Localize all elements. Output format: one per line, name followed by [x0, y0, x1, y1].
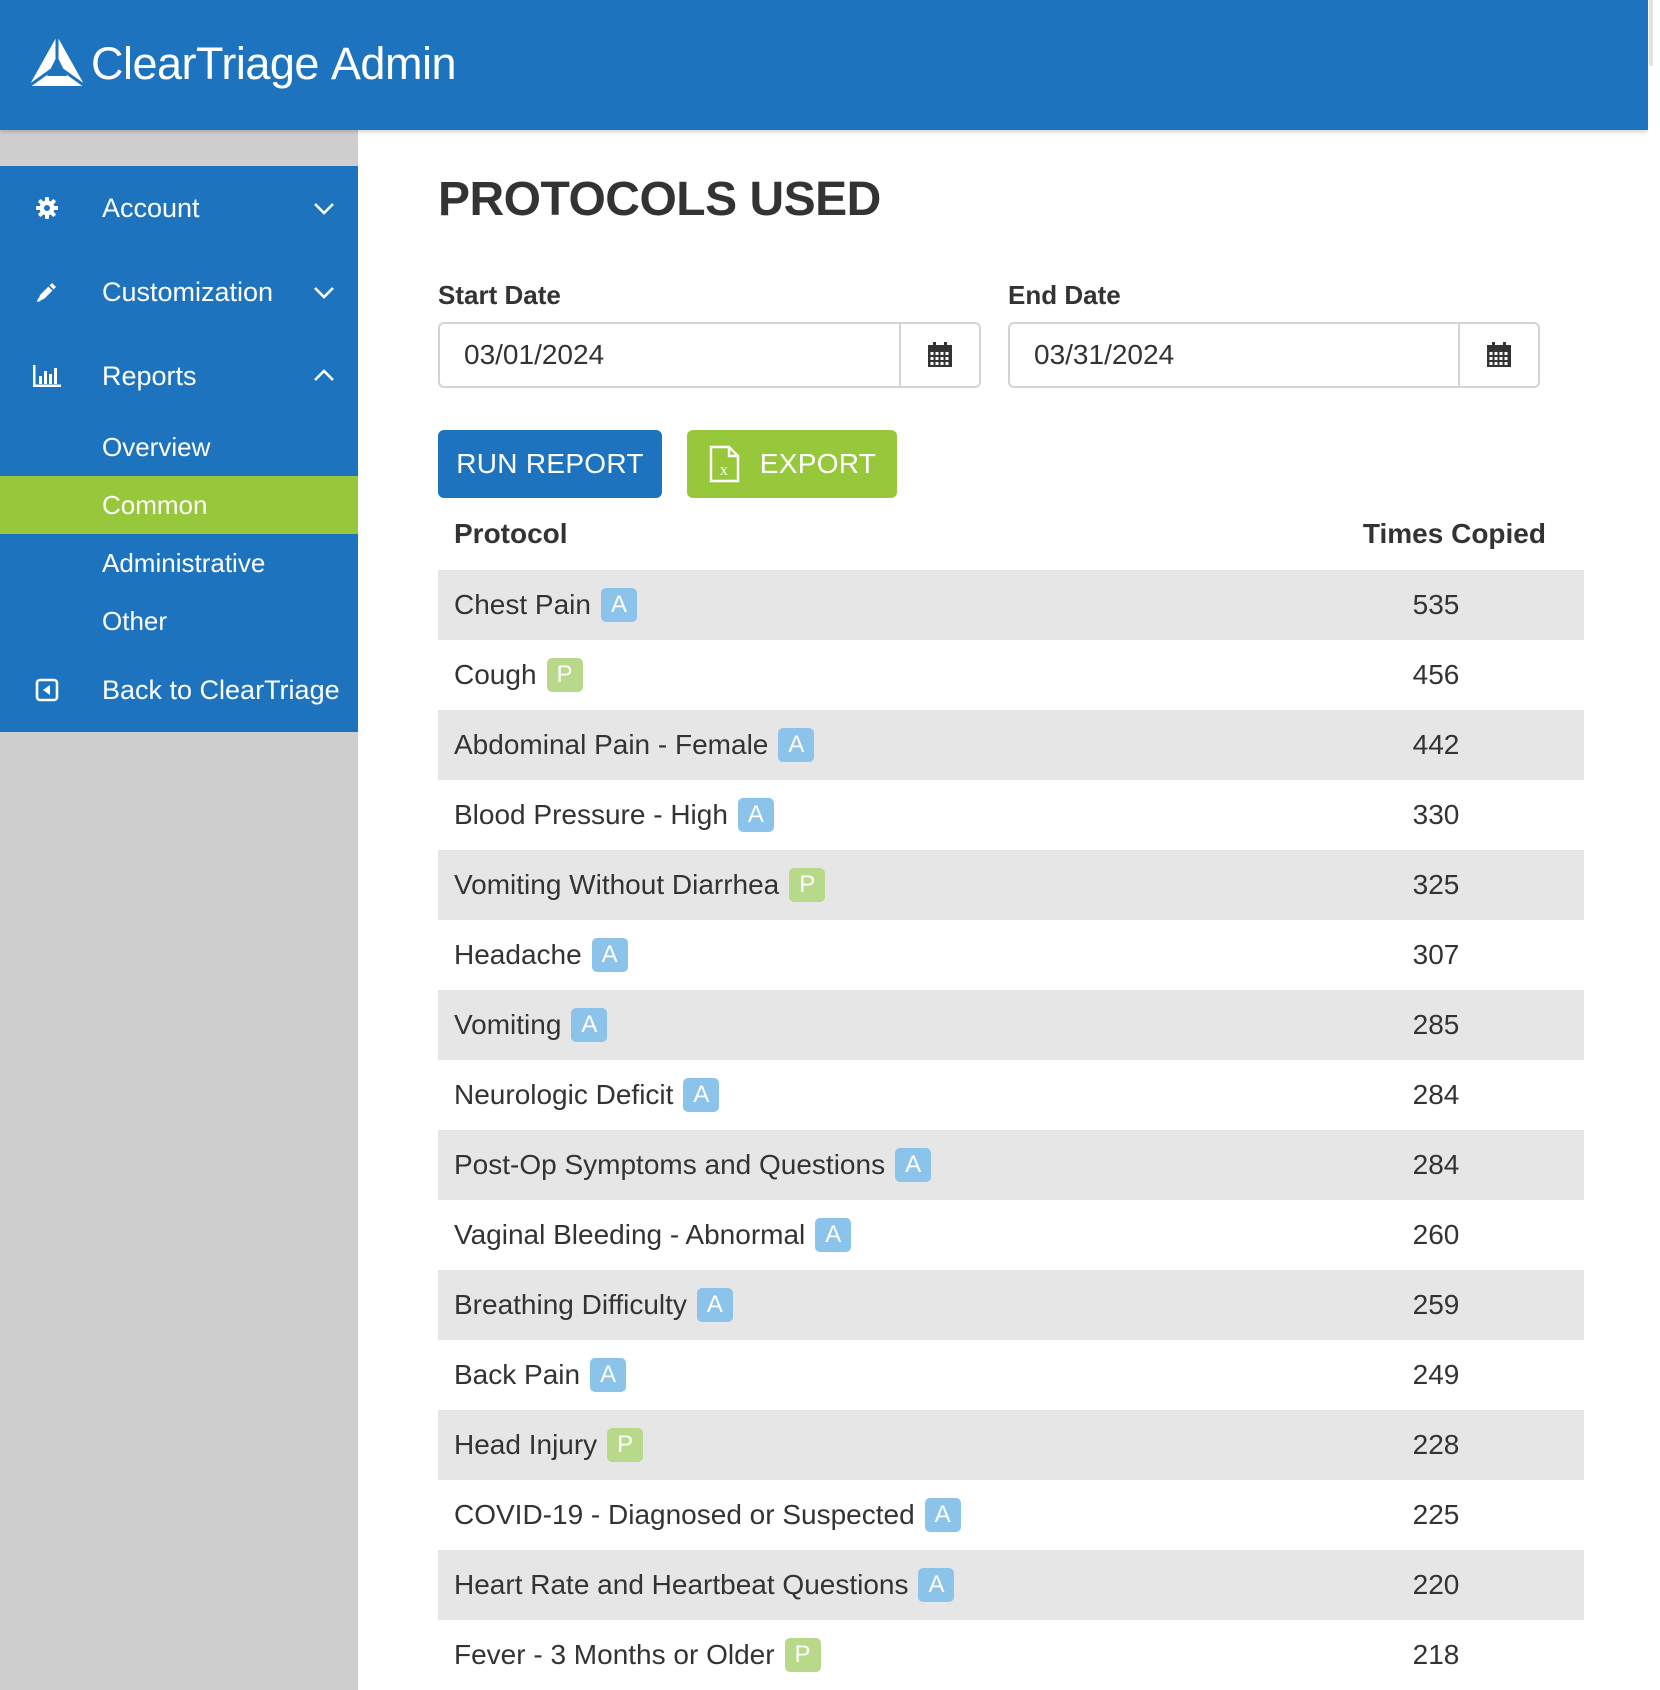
calendar-icon — [1485, 341, 1513, 369]
times-copied: 225 — [1412, 1499, 1460, 1530]
table-row[interactable] — [438, 1060, 1584, 1130]
app-title — [91, 38, 456, 90]
times-copied: 260 — [1412, 1219, 1460, 1250]
export-button-label: EXPORT — [759, 448, 877, 479]
protocol-badge: A — [738, 798, 774, 832]
column-header-times-copied[interactable]: Times Copied — [1362, 518, 1546, 549]
sidebar-item-account[interactable] — [0, 166, 358, 250]
column-header-protocol[interactable]: Protocol — [454, 518, 568, 549]
protocol-name[interactable]: Neurologic Deficit — [454, 1079, 674, 1110]
protocol-name[interactable]: Blood Pressure - High — [454, 799, 728, 830]
protocol-badge: A — [592, 938, 628, 972]
protocol-badge: A — [683, 1078, 719, 1112]
start-date-calendar-button[interactable] — [899, 324, 979, 386]
bar-chart-icon — [32, 361, 62, 391]
sidebar-item-common[interactable]: Common — [0, 476, 358, 534]
sidebar — [0, 166, 358, 732]
table-row[interactable] — [438, 920, 1584, 990]
end-date-label: End Date — [1008, 280, 1121, 310]
table-row[interactable] — [438, 780, 1584, 850]
sidebar-item-other[interactable]: Other — [102, 605, 168, 636]
table-row[interactable] — [438, 1200, 1584, 1270]
protocol-name[interactable]: Head Injury — [454, 1429, 598, 1460]
back-arrow-icon — [32, 675, 62, 705]
table-header — [438, 502, 1584, 570]
protocol-name[interactable]: Vomiting — [454, 1009, 562, 1040]
app-title-brand: ClearTriage — [91, 38, 319, 89]
times-copied: 259 — [1412, 1289, 1460, 1320]
protocol-name[interactable]: Vomiting Without Diarrhea — [454, 869, 780, 900]
protocol-name[interactable]: Back Pain — [454, 1359, 581, 1390]
table-row[interactable] — [438, 1550, 1584, 1620]
protocol-name[interactable]: Heart Rate and Heartbeat Questions — [454, 1569, 909, 1600]
gear-icon — [32, 193, 62, 223]
protocols-table — [438, 570, 1584, 1690]
protocol-badge: P — [547, 658, 583, 692]
protocol-badge: A — [895, 1148, 931, 1182]
window-edge — [1648, 0, 1660, 1690]
protocol-badge: P — [785, 1638, 821, 1672]
cleartriage-logo-icon — [27, 34, 87, 90]
protocol-badge: A — [590, 1358, 626, 1392]
sidebar-item-reports-label: Reports — [102, 360, 197, 391]
protocol-name[interactable]: Breathing Difficulty — [454, 1289, 687, 1320]
times-copied: 325 — [1412, 869, 1460, 900]
sidebar-item-customization-label: Customization — [102, 276, 274, 307]
reports-submenu — [0, 418, 358, 654]
times-copied: 284 — [1412, 1149, 1460, 1180]
protocol-badge: A — [571, 1008, 607, 1042]
times-copied: 307 — [1412, 939, 1460, 970]
table-row[interactable] — [438, 1410, 1584, 1480]
protocol-badge: A — [601, 588, 637, 622]
start-date-input[interactable] — [440, 324, 899, 386]
table-row[interactable] — [438, 1130, 1584, 1200]
times-copied: 442 — [1412, 729, 1460, 760]
pencil-icon — [32, 277, 62, 307]
times-copied: 218 — [1412, 1639, 1460, 1670]
protocol-name[interactable]: Chest Pain — [454, 589, 591, 620]
end-date-calendar-button[interactable] — [1458, 324, 1538, 386]
times-copied: 228 — [1412, 1429, 1460, 1460]
protocol-badge: A — [918, 1568, 954, 1602]
protocol-badge: A — [815, 1218, 851, 1252]
protocol-badge: A — [778, 728, 814, 762]
protocol-badge: P — [607, 1428, 643, 1462]
protocol-name[interactable]: Vaginal Bleeding - Abnormal — [454, 1219, 806, 1250]
export-button[interactable] — [687, 430, 897, 498]
sidebar-item-account-label: Account — [102, 192, 200, 223]
table-row[interactable] — [438, 1340, 1584, 1410]
table-row[interactable] — [438, 1480, 1584, 1550]
times-copied: 535 — [1412, 589, 1460, 620]
sidebar-item-back-label: Back to ClearTriage — [102, 674, 340, 705]
sidebar-item-reports[interactable] — [0, 334, 358, 418]
times-copied: 285 — [1412, 1009, 1460, 1040]
times-copied: 330 — [1412, 799, 1460, 830]
table-row[interactable] — [438, 850, 1584, 920]
times-copied: 284 — [1412, 1079, 1460, 1110]
protocol-badge: A — [697, 1288, 733, 1322]
chevron-down-icon — [312, 196, 336, 220]
end-date-input[interactable] — [1010, 324, 1458, 386]
protocol-name[interactable]: Abdominal Pain - Female — [454, 729, 769, 760]
table-row[interactable] — [438, 1270, 1584, 1340]
protocol-name[interactable]: COVID-19 - Diagnosed or Suspected — [454, 1499, 915, 1530]
table-row[interactable] — [438, 570, 1584, 640]
table-row[interactable] — [438, 710, 1584, 780]
sidebar-item-customization[interactable] — [0, 250, 358, 334]
chevron-up-icon — [312, 364, 336, 388]
protocol-name[interactable]: Post-Op Symptoms and Questions — [454, 1149, 886, 1180]
protocol-name[interactable]: Cough — [454, 659, 537, 690]
protocol-name[interactable]: Headache — [454, 939, 582, 970]
svg-text:x: x — [719, 462, 728, 479]
start-date-group — [438, 322, 981, 388]
sidebar-item-back[interactable] — [0, 654, 358, 726]
excel-file-icon — [708, 445, 740, 483]
protocol-badge: A — [925, 1498, 961, 1532]
end-date-group — [1008, 322, 1540, 388]
table-row[interactable] — [438, 990, 1584, 1060]
times-copied: 456 — [1412, 659, 1460, 690]
sidebar-item-administrative[interactable]: Administrative — [102, 547, 266, 578]
times-copied: 249 — [1412, 1359, 1460, 1390]
table-row[interactable] — [438, 1620, 1584, 1690]
page-title: PROTOCOLS USED — [438, 173, 881, 226]
run-report-button[interactable]: RUN REPORT — [438, 430, 662, 498]
sidebar-item-overview[interactable]: Overview — [102, 431, 211, 462]
table-row[interactable] — [438, 640, 1584, 710]
start-date-label: Start Date — [438, 280, 561, 310]
app-title-suffix: Admin — [330, 38, 456, 89]
protocol-badge: P — [789, 868, 825, 902]
scrollbar[interactable] — [1649, 0, 1653, 66]
app-header — [0, 0, 1648, 130]
protocol-name[interactable]: Fever - 3 Months or Older — [454, 1639, 775, 1670]
times-copied: 220 — [1412, 1569, 1460, 1600]
chevron-down-icon — [312, 280, 336, 304]
calendar-icon — [926, 341, 954, 369]
